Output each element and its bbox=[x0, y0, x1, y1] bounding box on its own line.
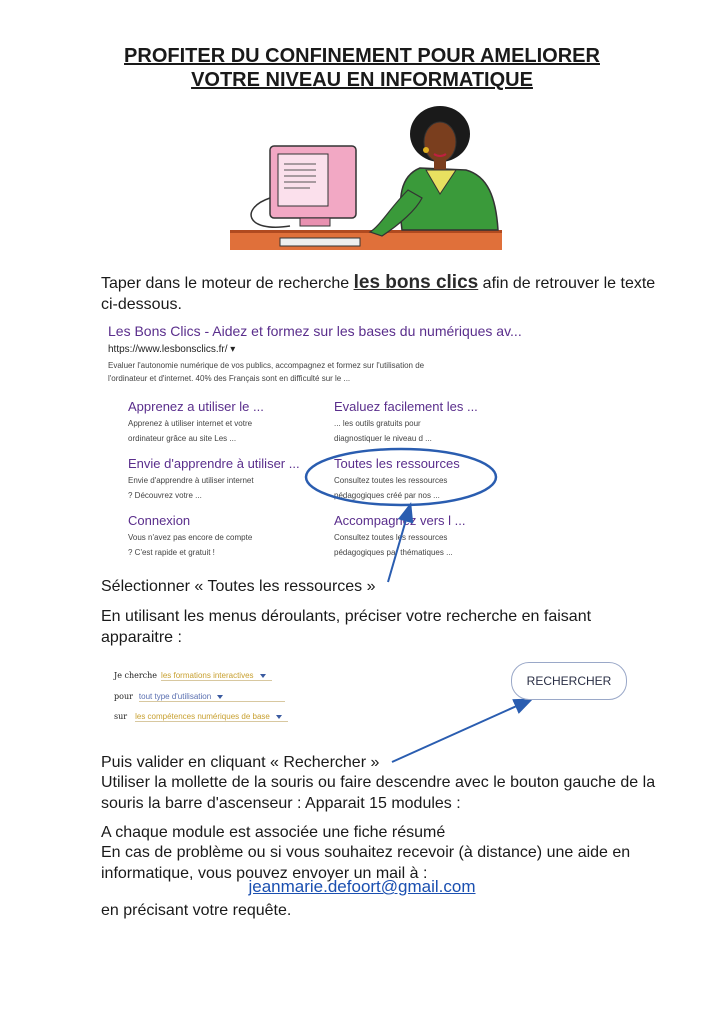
sitelink-title[interactable]: Toutes les ressources bbox=[334, 456, 460, 471]
intro-keyword: les bons clics bbox=[353, 272, 479, 293]
sitelink-desc: diagnostiquer le niveau d ... bbox=[334, 434, 432, 443]
sitelink-title[interactable]: Connexion bbox=[128, 513, 191, 528]
step-dropdown-instructions: En utilisant les menus déroulants, préciser votre recherche en faisant apparaitre : bbox=[101, 608, 592, 646]
search-result-title[interactable]: Les Bons Clics - Aidez et formez sur les bases du numériques av... bbox=[108, 323, 522, 339]
chevron-down-icon[interactable] bbox=[276, 715, 282, 719]
arrow-to-rechercher bbox=[392, 700, 530, 762]
sitelink-desc: Consultez toutes les ressources bbox=[334, 533, 448, 542]
form-row-cherche bbox=[114, 671, 272, 681]
form-label: Je cherche bbox=[114, 671, 158, 680]
usage-select[interactable] bbox=[139, 692, 285, 702]
sitelink-desc: Apprenez à utiliser internet et votre bbox=[128, 419, 253, 428]
intro-before: Taper dans le moteur de recherche bbox=[101, 275, 354, 292]
select-value: les compétences numériques de base bbox=[135, 712, 270, 721]
sitelink-desc: ordinateur grâce au site Les ... bbox=[128, 434, 237, 443]
step-help-contact: En cas de problème ou si vous souhaitez recevoir (à distance) une aide en informatique, vous pouvez envoyer un mail à : bbox=[101, 844, 631, 882]
form-row-pour bbox=[114, 692, 285, 702]
sitelink-desc: Consultez toutes les ressources bbox=[334, 476, 448, 485]
sitelink-desc: ? Découvrez votre ... bbox=[128, 491, 202, 500]
sitelink-desc: pédagogiques par thématiques ... bbox=[334, 548, 453, 557]
competence-select[interactable] bbox=[135, 712, 288, 722]
arrow-to-toutes-les-ressources bbox=[388, 506, 410, 582]
highlight-ellipse bbox=[306, 449, 496, 505]
contact-email-link[interactable]: jeanmarie.defoort@gmail.com bbox=[248, 877, 476, 896]
form-label: sur bbox=[114, 712, 128, 721]
step-select-resources: Sélectionner « Toutes les ressources » bbox=[101, 578, 376, 595]
sitelink-title[interactable]: Apprenez a utiliser le ... bbox=[128, 399, 264, 414]
step-validate: Puis valider en cliquant « Rechercher » bbox=[101, 754, 380, 771]
title-line-1: PROFITER DU CONFINEMENT POUR AMELIORER bbox=[124, 45, 600, 67]
sitelink-title[interactable]: Envie d'apprendre à utiliser ... bbox=[128, 456, 300, 471]
title-line-2: VOTRE NIVEAU EN INFORMATIQUE bbox=[191, 69, 533, 91]
step-specify-request: en précisant votre requête. bbox=[101, 902, 292, 919]
form-label: pour bbox=[114, 692, 133, 701]
chevron-down-icon[interactable] bbox=[260, 674, 266, 678]
select-value: les formations interactives bbox=[161, 671, 254, 680]
sitelink-title[interactable]: Evaluez facilement les ... bbox=[334, 399, 478, 414]
sitelink-desc: ... les outils gratuits pour bbox=[334, 419, 421, 428]
step-module-summary: A chaque module est associée une fiche résumé bbox=[101, 824, 446, 841]
search-result-url[interactable]: https://www.lesbonsclics.fr/ ▾ bbox=[108, 344, 236, 355]
formation-select[interactable] bbox=[161, 671, 271, 681]
step-scroll: Utiliser la mollette de la souris ou faire descendre avec le bouton gauche de la souris la barre d'ascenseur : Apparait 15 modules : bbox=[101, 774, 656, 812]
search-result-desc-line-2: l'ordinateur et d'internet. 40% des Français sont en difficulté sur le ... bbox=[108, 374, 351, 383]
rechercher-button[interactable]: RECHERCHER bbox=[511, 662, 627, 700]
sitelink-desc: Vous n'avez pas encore de compte bbox=[128, 533, 253, 542]
form-row-sur bbox=[114, 712, 288, 722]
search-result-desc-line-1: Evaluer l'autonomie numérique de vos publics, accompagnez et formez sur l'utilisation de bbox=[108, 361, 425, 370]
intro-after: afin de retrouver le texte ci-dessous. bbox=[101, 275, 656, 313]
sitelink-title[interactable]: Accompagnez vers l ... bbox=[334, 513, 466, 528]
chevron-down-icon[interactable] bbox=[217, 695, 223, 699]
sitelink-desc: pédagogiques créé par nos ... bbox=[334, 491, 440, 500]
sitelink-desc: Envie d'apprendre à utiliser internet bbox=[128, 476, 254, 485]
sitelink-desc: ? C'est rapide et gratuit ! bbox=[128, 548, 215, 557]
select-value: tout type d'utilisation bbox=[138, 692, 212, 701]
